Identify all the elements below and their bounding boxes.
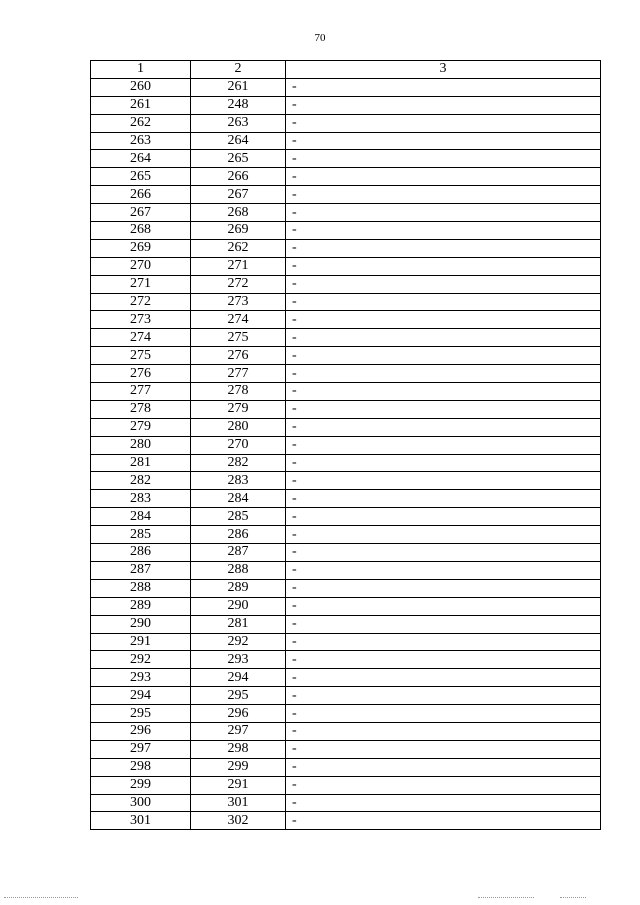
table-row <box>91 579 601 597</box>
table-cell-col-1: 284 <box>91 508 191 526</box>
table-row <box>91 400 601 418</box>
table-cell-col-3: - <box>286 454 601 472</box>
table-row <box>91 329 601 347</box>
table-cell-col-1: 278 <box>91 400 191 418</box>
table-cell-col-1: 297 <box>91 740 191 758</box>
table-cell-col-3: - <box>286 633 601 651</box>
table-cell-col-1: 277 <box>91 383 191 401</box>
table-row <box>91 347 601 365</box>
table-cell-col-1: 288 <box>91 579 191 597</box>
table-cell-col-3: - <box>286 544 601 562</box>
table-cell-col-2: 299 <box>191 758 286 776</box>
table-cell-col-1: 289 <box>91 597 191 615</box>
table-cell-col-2: 272 <box>191 275 286 293</box>
table-header <box>91 61 601 79</box>
table-cell-col-3: - <box>286 293 601 311</box>
column-header-2: 2 <box>191 61 286 79</box>
table-row <box>91 705 601 723</box>
table-cell-col-3: - <box>286 436 601 454</box>
header-row <box>91 61 601 79</box>
table-row <box>91 114 601 132</box>
table-cell-col-3: - <box>286 794 601 812</box>
table-cell-col-1: 279 <box>91 418 191 436</box>
table-cell-col-3: - <box>286 812 601 830</box>
table-cell-col-3: - <box>286 114 601 132</box>
table-cell-col-1: 271 <box>91 275 191 293</box>
table-cell-col-3: - <box>286 615 601 633</box>
table-cell-col-3: - <box>286 687 601 705</box>
table-row <box>91 687 601 705</box>
table-row <box>91 204 601 222</box>
table-cell-col-1: 267 <box>91 204 191 222</box>
table-row <box>91 418 601 436</box>
table-cell-col-2: 261 <box>191 78 286 96</box>
footer-mark <box>478 897 534 899</box>
table-row <box>91 490 601 508</box>
table-row <box>91 561 601 579</box>
table-cell-col-1: 274 <box>91 329 191 347</box>
table-cell-col-2: 265 <box>191 150 286 168</box>
table-cell-col-1: 276 <box>91 365 191 383</box>
table-cell-col-2: 269 <box>191 222 286 240</box>
table-row <box>91 275 601 293</box>
table-cell-col-2: 281 <box>191 615 286 633</box>
table-row <box>91 239 601 257</box>
table-cell-col-2: 294 <box>191 669 286 687</box>
table-cell-col-3: - <box>286 186 601 204</box>
table-row <box>91 168 601 186</box>
table-cell-col-1: 282 <box>91 472 191 490</box>
table-cell-col-1: 269 <box>91 239 191 257</box>
table-row <box>91 812 601 830</box>
table-cell-col-3: - <box>286 311 601 329</box>
table-row <box>91 383 601 401</box>
table-cell-col-2: 286 <box>191 526 286 544</box>
table-cell-col-2: 270 <box>191 436 286 454</box>
table-body <box>91 78 601 829</box>
table-cell-col-1: 263 <box>91 132 191 150</box>
table-cell-col-3: - <box>286 740 601 758</box>
table-cell-col-3: - <box>286 96 601 114</box>
table-cell-col-2: 279 <box>191 400 286 418</box>
table-cell-col-1: 301 <box>91 812 191 830</box>
table-cell-col-2: 278 <box>191 383 286 401</box>
table-cell-col-2: 276 <box>191 347 286 365</box>
table-cell-col-2: 273 <box>191 293 286 311</box>
column-header-1: 1 <box>91 61 191 79</box>
table-row <box>91 96 601 114</box>
table-cell-col-3: - <box>286 132 601 150</box>
footer-mark <box>4 897 78 899</box>
table-cell-col-1: 275 <box>91 347 191 365</box>
data-table <box>90 60 601 830</box>
table-cell-col-1: 294 <box>91 687 191 705</box>
table-row <box>91 472 601 490</box>
table-row <box>91 508 601 526</box>
column-header-3: 3 <box>286 61 601 79</box>
table-cell-col-2: 291 <box>191 776 286 794</box>
footer-scan-marks <box>0 897 640 901</box>
footer-mark <box>560 897 586 899</box>
table-cell-col-3: - <box>286 526 601 544</box>
table-cell-col-1: 286 <box>91 544 191 562</box>
table-cell-col-2: 277 <box>191 365 286 383</box>
table-cell-col-3: - <box>286 579 601 597</box>
table-row <box>91 597 601 615</box>
table-cell-col-2: 267 <box>191 186 286 204</box>
table-cell-col-1: 291 <box>91 633 191 651</box>
table-cell-col-1: 281 <box>91 454 191 472</box>
table-cell-col-2: 290 <box>191 597 286 615</box>
table-cell-col-3: - <box>286 400 601 418</box>
table-cell-col-2: 264 <box>191 132 286 150</box>
table-cell-col-2: 262 <box>191 239 286 257</box>
table-cell-col-3: - <box>286 150 601 168</box>
table-cell-col-1: 262 <box>91 114 191 132</box>
table-cell-col-2: 263 <box>191 114 286 132</box>
table-cell-col-1: 273 <box>91 311 191 329</box>
table-cell-col-3: - <box>286 669 601 687</box>
table-cell-col-3: - <box>286 257 601 275</box>
table-cell-col-3: - <box>286 508 601 526</box>
table-row <box>91 78 601 96</box>
table-cell-col-3: - <box>286 418 601 436</box>
table-cell-col-2: 289 <box>191 579 286 597</box>
table-cell-col-3: - <box>286 722 601 740</box>
table-cell-col-2: 301 <box>191 794 286 812</box>
table-cell-col-2: 248 <box>191 96 286 114</box>
table-row <box>91 222 601 240</box>
table-cell-col-2: 280 <box>191 418 286 436</box>
table-cell-col-1: 295 <box>91 705 191 723</box>
table-cell-col-1: 287 <box>91 561 191 579</box>
table-cell-col-3: - <box>286 383 601 401</box>
table-cell-col-1: 293 <box>91 669 191 687</box>
table-cell-col-3: - <box>286 329 601 347</box>
table-row <box>91 669 601 687</box>
table-cell-col-1: 270 <box>91 257 191 275</box>
table-row <box>91 758 601 776</box>
table-cell-col-3: - <box>286 776 601 794</box>
table-cell-col-2: 285 <box>191 508 286 526</box>
table-cell-col-3: - <box>286 275 601 293</box>
table-cell-col-2: 298 <box>191 740 286 758</box>
table-row <box>91 544 601 562</box>
table-cell-col-2: 271 <box>191 257 286 275</box>
table-cell-col-1: 298 <box>91 758 191 776</box>
table-row <box>91 436 601 454</box>
table-row <box>91 776 601 794</box>
table-cell-col-2: 287 <box>191 544 286 562</box>
table-cell-col-3: - <box>286 490 601 508</box>
table-cell-col-2: 283 <box>191 472 286 490</box>
table-cell-col-2: 302 <box>191 812 286 830</box>
table-cell-col-2: 296 <box>191 705 286 723</box>
table-cell-col-1: 268 <box>91 222 191 240</box>
table-row <box>91 293 601 311</box>
table-cell-col-1: 292 <box>91 651 191 669</box>
table-cell-col-3: - <box>286 561 601 579</box>
table-cell-col-1: 264 <box>91 150 191 168</box>
table-cell-col-3: - <box>286 472 601 490</box>
table-cell-col-3: - <box>286 168 601 186</box>
table-row <box>91 150 601 168</box>
table-cell-col-2: 292 <box>191 633 286 651</box>
table-cell-col-2: 297 <box>191 722 286 740</box>
table-row <box>91 186 601 204</box>
table-cell-col-1: 272 <box>91 293 191 311</box>
table-cell-col-1: 290 <box>91 615 191 633</box>
table-cell-col-2: 274 <box>191 311 286 329</box>
table-cell-col-3: - <box>286 758 601 776</box>
table-cell-col-1: 283 <box>91 490 191 508</box>
table-row <box>91 633 601 651</box>
table-cell-col-1: 265 <box>91 168 191 186</box>
table-cell-col-3: - <box>286 239 601 257</box>
table-row <box>91 615 601 633</box>
page-number: 70 <box>314 32 326 44</box>
table-row <box>91 794 601 812</box>
table-row <box>91 257 601 275</box>
table-row <box>91 311 601 329</box>
table-cell-col-1: 299 <box>91 776 191 794</box>
table-cell-col-2: 293 <box>191 651 286 669</box>
table-cell-col-3: - <box>286 222 601 240</box>
table-cell-col-1: 260 <box>91 78 191 96</box>
table-row <box>91 722 601 740</box>
table-cell-col-3: - <box>286 597 601 615</box>
table-cell-col-3: - <box>286 651 601 669</box>
table-cell-col-3: - <box>286 347 601 365</box>
table-cell-col-3: - <box>286 365 601 383</box>
table-cell-col-2: 275 <box>191 329 286 347</box>
table-cell-col-2: 266 <box>191 168 286 186</box>
table-cell-col-1: 261 <box>91 96 191 114</box>
table-row <box>91 651 601 669</box>
table-row <box>91 526 601 544</box>
table-cell-col-1: 296 <box>91 722 191 740</box>
table-cell-col-1: 285 <box>91 526 191 544</box>
table-row <box>91 454 601 472</box>
table-cell-col-1: 266 <box>91 186 191 204</box>
table-cell-col-2: 288 <box>191 561 286 579</box>
table-cell-col-2: 282 <box>191 454 286 472</box>
table-cell-col-2: 268 <box>191 204 286 222</box>
table-row <box>91 740 601 758</box>
table-cell-col-2: 284 <box>191 490 286 508</box>
table-cell-col-1: 280 <box>91 436 191 454</box>
table-row <box>91 365 601 383</box>
table-cell-col-2: 295 <box>191 687 286 705</box>
table-cell-col-1: 300 <box>91 794 191 812</box>
table-cell-col-3: - <box>286 204 601 222</box>
table-row <box>91 132 601 150</box>
table-cell-col-3: - <box>286 78 601 96</box>
table-cell-col-3: - <box>286 705 601 723</box>
